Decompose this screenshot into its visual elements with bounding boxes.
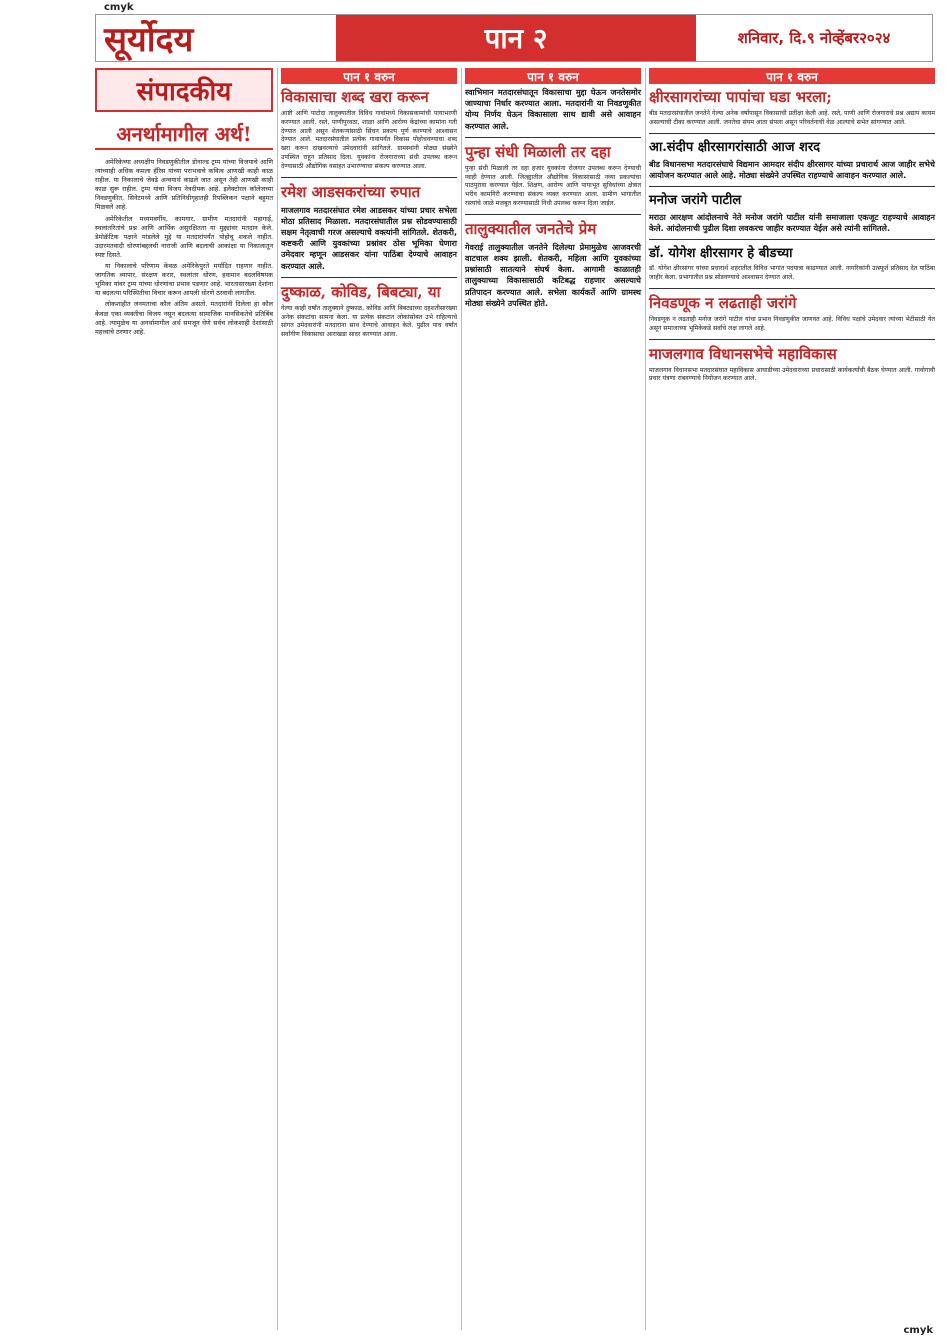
masthead-logo-box [96, 15, 336, 61]
cmyk-mark-top: cmyk [104, 2, 134, 13]
news-column-3 [465, 68, 641, 1330]
article-headline: क्षीरसागरांच्या पापांचा घडा भरला; [649, 88, 832, 106]
article-body: गेल्या काही वर्षांत तालुक्याने दुष्काळ, कोविड आणि बिबट्याच्या दहशतीसारख्या अनेक संकटांचा सामना केला. या प्रत्येक संकटात लोकांसोबत उभे राहिल्याचे सांगत उमेदवारांनी मतदारांना साथ देण्याचे आवाहन केले. पुढील पाच वर्षांत सर्वांगीण विकासाचा आराखडा सादर करण्यात आला. [281, 304, 457, 339]
editorial-paragraph: अमेरिकेतील मध्यमवर्गीय, कामगार, ग्रामीण मतदारांनी महागाई, स्थलांतरितांचे प्रश्न आणि आर्थिक असुरक्षितता या मुद्द्यांवर मतदान केले. डेमोक्रॅटिक पक्षाने मांडलेले मुद्दे या मतदारांपर्यंत पोहोचू शकले नाहीत. उदारमतवादी धोरणांबद्दलची नाराजी आणि बदलाची आकांक्षा या निकालातून स्पष्ट दिसते. [95, 214, 273, 259]
article-headline: निवडणूक न लढताही जरांगे [649, 294, 797, 312]
editorial-column [95, 68, 273, 1330]
article-body: निवडणूक न लढताही मनोज जरांगे पाटील यांचा प्रभाव निवडणुकीत जाणवत आहे. विविध पक्षांचे उमेदवार त्यांच्या भेटीसाठी येत असून समाजाच्या भूमिकेकडे सर्वांचे लक्ष लागले आहे. [649, 316, 935, 332]
article-headline: विकासाचा शब्द खरा करून [281, 88, 429, 106]
newspaper-logo: सूर्योदय [104, 20, 194, 60]
article-divider [281, 177, 457, 178]
cmyk-mark-bottom: cmyk [903, 1325, 933, 1336]
editorial-paragraph: अमेरिकेच्या अध्यक्षीय निवडणुकीतील डोनाल्ड ट्रम्प यांच्या विजयाचे आणि त्यांच्याही अधिक कमला हॅरिस यांच्या पराभवाचे कवित्व आणखी काही काळ राहील. या निकालाचे जेवढे अन्वयार्थ काढले जात असून तेही आणखी काही काळ सुरू राहील. ट्रम्प यांचा विजय नेत्रदीपक आहे. इलेक्टोरल कॉलेजच्या निवडणुकीत, सिनेटमध्ये आणि प्रतिनिधीगृहातही रिपब्लिकन पक्षाने बहुमत मिळवले आहे. [95, 158, 273, 212]
article-divider [649, 186, 935, 187]
news-column-2 [281, 68, 457, 1330]
editorial-section-label [95, 68, 273, 112]
editorial-paragraph: या निकालाचे परिणाम केवळ अमेरिकेपुरते मर्यादित राहणार नाहीत. जागतिक व्यापार, संरक्षण करार, स्थलांतर धोरण, हवामान बदलविषयक भूमिका यांवर ट्रम्प यांच्या धोरणांचा प्रभाव पडणार आहे. भारतासारख्या देशांना या बदलत्या परिस्थितीचा विचार करून आपली धोरणे ठरवावी लागतील. [95, 262, 273, 298]
column-divider [645, 68, 646, 1330]
article-headline: माजलगाव विधानसभेचे महाविकास [649, 344, 837, 363]
article-divider [281, 277, 457, 278]
article-headline: तालुक्यातील जनतेचे प्रेम [465, 219, 597, 238]
article-body: बीड मतदारसंघातील जनतेने गेल्या अनेक वर्षांपासून विकासाची प्रतीक्षा केली आहे. रस्ते, पाणी आणि रोजगाराचे प्रश्न अद्याप कायम असल्याची टीका करण्यात आली. जनतेचा संयम आता संपला असून परिवर्तनाची वेळ आल्याचे सभेत सांगण्यात आले. [649, 110, 935, 126]
continued-band: पान १ वरुन [465, 68, 641, 84]
column-divider [461, 68, 462, 1330]
article-lead: स्वाभिमान मतदारसंघातून विकासाचा मुद्दा घेऊन जनतेसमोर जाण्याचा निर्धार करण्यात आला. मतदारांनी या निवडणुकीत योग्य निर्णय घेऊन विकासाला साथ द्यावी असे आवाहन करण्यात आले. [465, 88, 641, 131]
article-headline: दुष्काळ, कोविड, बिबट्या, या [281, 282, 441, 301]
article-divider [649, 288, 935, 289]
article-divider [465, 214, 641, 215]
column-divider [277, 68, 278, 1330]
article-body: माजलगाव मतदारसंघात रमेश आडसकर यांच्या प्रचार सभेला मोठा प्रतिसाद मिळाला. मतदारसंघातील प्रश्न सोडवण्यासाठी सक्षम नेतृत्वाची गरज असल्याचे वक्त्यांनी सांगितले. शेतकरी, कष्टकरी आणि युवकांच्या प्रश्नांवर ठोस भूमिका घेणारा उमेदवार म्हणून आडसकर यांना पाठिंबा देण्याचे आवाहन करण्यात आले. [281, 205, 457, 271]
page-number: पान २ [336, 15, 696, 61]
article-divider [649, 133, 935, 134]
article-divider [465, 137, 641, 138]
article-headline: मनोज जरांगे पाटील [649, 193, 742, 208]
article-body: मराठा आरक्षण आंदोलनाचे नेते मनोज जरांगे पाटील यांनी समाजाला एकजूट राहण्याचे आवाहन केले. आंदोलनाची पुढील दिशा लवकरच जाहीर करण्यात येईल असे त्यांनी सांगितले. [649, 213, 935, 234]
article-body: पुन्हा संधी मिळाली तर दहा हजार युवकांना रोजगार उपलब्ध करून देण्याची ग्वाही देण्यात आली. जिल्ह्यातील औद्योगिक विकासासाठी नव्या प्रकल्पांचा पाठपुरावा करण्यात येईल. शिक्षण, आरोग्य आणि पायाभूत सुविधांच्या क्षेत्रात भरीव कामगिरी करण्याचा संकल्प व्यक्त करण्यात आला. ग्रामीण भागातील रस्त्यांचे जाळे मजबूत करण्यासाठी निधी उपलब्ध करून दिला जाईल. [465, 164, 641, 207]
article-body: माजलगाव विधानसभा मतदारसंघात महाविकास आघाडीच्या उमेदवाराच्या प्रचारासाठी कार्यकर्त्यांची बैठक घेण्यात आली. गावोगावी प्रचार यंत्रणा राबवण्याचे नियोजन करण्यात आले. [649, 366, 935, 383]
editorial-paragraph: लोकशाहीत जनमताचा कौल अंतिम असतो. मतदारांनी दिलेला हा कौल केवळ एका व्यक्तीचा विजय नसून बदलत्या सामाजिक मानसिकतेचे प्रतिबिंब आहे. त्यामुळेच या अनर्थामागील अर्थ समजून घेणे सर्वच लोकशाही देशांसाठी महत्त्वाचे ठरणार आहे. [95, 300, 273, 336]
article-headline: रमेश आडसकरांच्या रुपात [281, 182, 421, 201]
article-divider [649, 339, 935, 340]
article-headline: आ.संदीप क्षीरसागरांसाठी आज शरद [649, 139, 821, 155]
editorial-section-text: संपादकीय [136, 77, 232, 107]
article-body: डॉ. योगेश क्षीरसागर यांच्या प्रचारार्थ शहरातील विविध भागांत पदयात्रा काढण्यात आली. नागरिकांनी उत्स्फूर्त प्रतिसाद देत पाठिंबा जाहीर केला. प्रभागातील प्रश्न सोडवण्याचे आश्वासन देण्यात आले. [649, 265, 935, 282]
article-headline: डॉ. योगेश क्षीरसागर हे बीडच्या [649, 246, 793, 262]
article-divider [649, 239, 935, 240]
article-headline: पुन्हा संधी मिळाली तर दहा [465, 142, 611, 161]
article-body: आष्टी आणि पाटोदा तालुक्यातील विविध गावांमध्ये विकासकामांची पायाभरणी करण्यात आली. रस्ते, पाणीपुरवठा, शाळा आणि आरोग्य केंद्रांच्या कामांना गती देण्यात आली असून शेतकऱ्यांसाठी सिंचन प्रकल्प पूर्ण करण्याचे आश्वासन देण्यात आले. मतदारसंघातील प्रत्येक गावापर्यंत विकास पोहोचवण्याचा शब्द खरा करून दाखवल्याचे उमेदवारांनी सांगितले. ग्रामस्थांनी मोठ्या संख्येने उपस्थित राहून प्रतिसाद दिला. युवकांना रोजगाराच्या संधी उपलब्ध करून देण्यासाठी औद्योगिक वसाहत उभारण्याचा संकल्प करण्यात आला. [281, 110, 457, 170]
editorial-title: अनर्थामागील अर्थ! [95, 118, 273, 150]
article-body: गेवराई तालुक्यातील जनतेने दिलेल्या प्रेमामुळेच आजवरची वाटचाल शक्य झाली. शेतकरी, महिला आणि युवकांच्या प्रश्नांसाठी सातत्याने संघर्ष केला. आगामी काळातही तालुक्याच्या विकासासाठी कटिबद्ध राहणार असल्याचे प्रतिपादन करण्यात आले. सभेला कार्यकर्ते आणि ग्रामस्थ मोठ्या संख्येने उपस्थित होते. [465, 242, 641, 308]
article-body: बीड विधानसभा मतदारसंघाचे विद्यमान आमदार संदीप क्षीरसागर यांच्या प्रचारार्थ आज जाहीर सभेचे आयोजन करण्यात आले आहे. मोठ्या संख्येने उपस्थित राहण्याचे आवाहन करण्यात आले. [649, 159, 935, 180]
continued-band: पान १ वरुन [649, 68, 935, 84]
editorial-body [95, 158, 273, 337]
issue-date: शनिवार, दि.९ नोव्हेंबर२०२४ [696, 15, 932, 61]
masthead [95, 14, 933, 62]
continued-band: पान १ वरुन [281, 68, 457, 84]
news-column-4 [649, 68, 935, 1330]
